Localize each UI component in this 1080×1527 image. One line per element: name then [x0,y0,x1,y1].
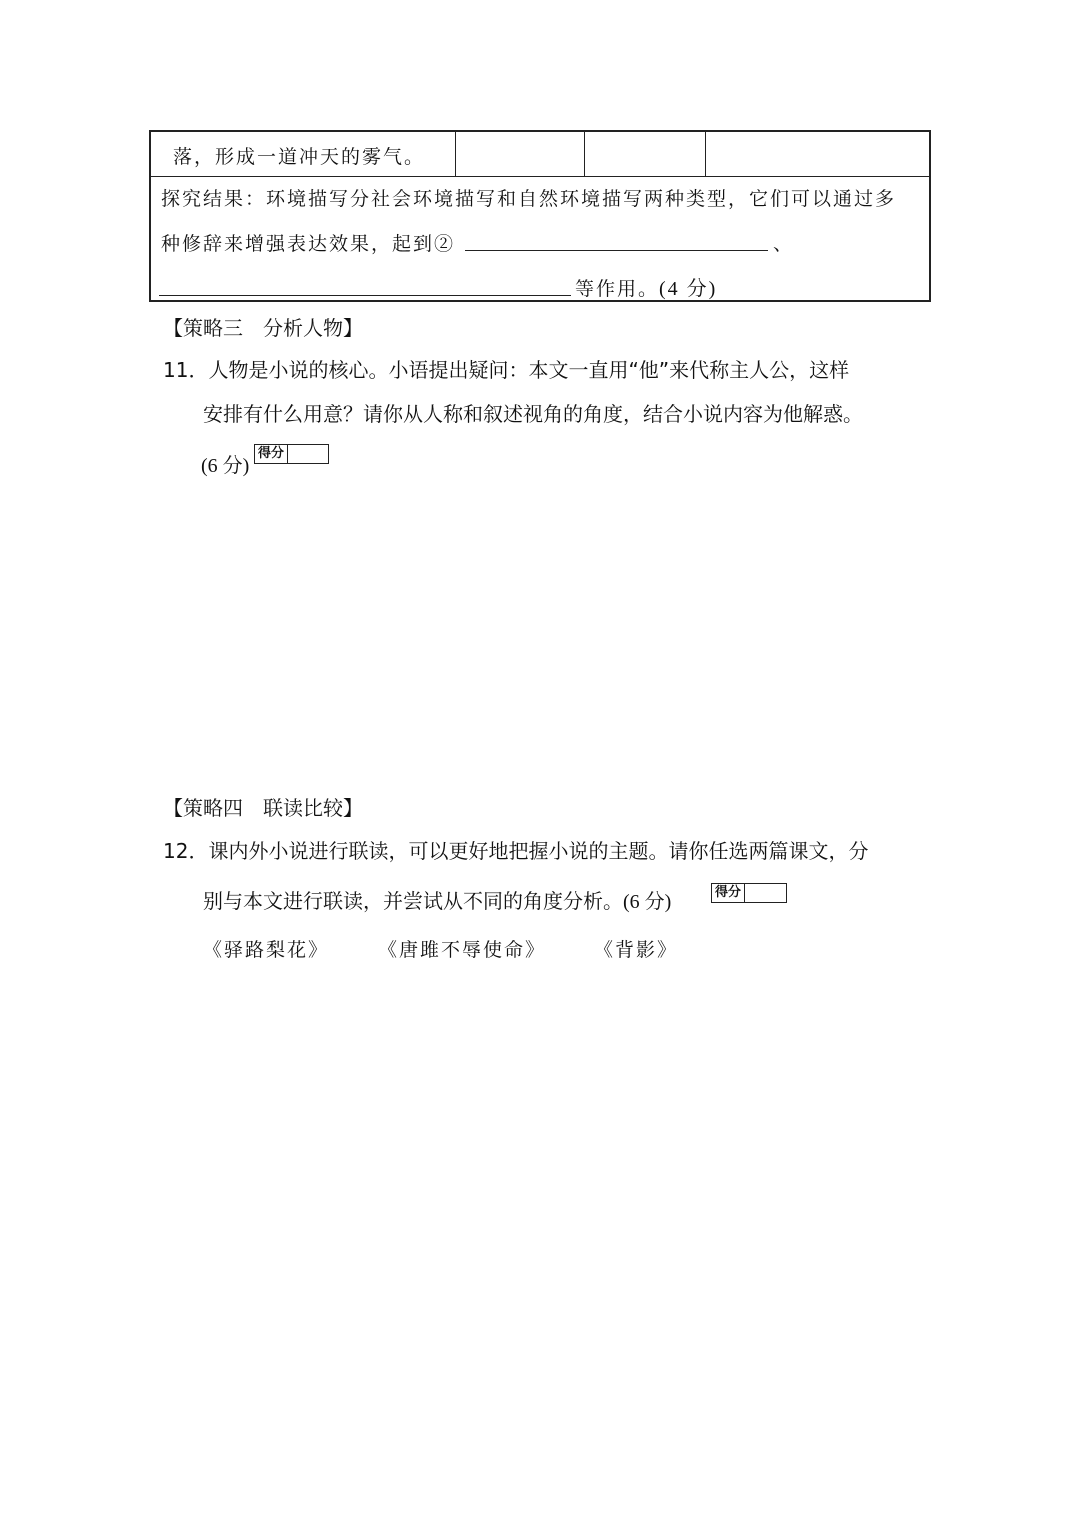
q12-score-label: 得分 [712,884,745,902]
q12-line-1: 12．课内外小说进行联读，可以更好地把握小说的主题。请你任选两篇课文，分 [163,839,869,863]
result-line-2-suffix: 、 [773,233,795,255]
result-line-3-suffix [575,272,717,301]
table-row-divider [151,176,929,177]
q11-line-2: 安排有什么用意？请你从人称和叙述视角的角度，结合小说内容为他解惑。 [203,402,863,426]
result-line-2-prefix: 种修辞来增强表达效果，起到② [161,233,456,255]
title-tangju-buru-shiming: 《唐雎不辱使命》 [378,939,547,961]
result-points: (4 分) [659,278,718,300]
q12-line-2 [203,885,671,914]
strategy4-heading: 【策略四 联读比较】 [163,796,363,820]
answer-blank-2[interactable] [465,250,768,251]
title-beiying: 《背影》 [594,939,679,961]
table-divider [455,132,456,176]
table-divider [584,132,585,176]
q11-points: (6 分) [201,455,250,477]
result-line-1: 探究结果：环境描写分社会环境描写和自然环境描写两种类型，它们可以通过多 [161,188,897,210]
exploration-table [149,130,931,302]
result-line-3-text: 等作用。 [575,278,660,300]
q11-line-1: 11．人物是小说的核心。小语提出疑问：本文一直用“他”来代称主人公，这样 [163,358,850,382]
table-row1-text: 落，形成一道冲天的雾气。 [173,146,426,168]
strategy3-heading: 【策略三 分析人物】 [163,316,363,340]
table-divider [705,132,706,176]
title-yilu-lihua: 《驿路梨花》 [203,939,330,961]
q11-score-label: 得分 [255,445,288,463]
q12-points: (6 分) [623,891,672,913]
answer-blank-3[interactable] [159,295,571,296]
q12-line-2-text: 别与本文进行联读，并尝试从不同的角度分析。 [203,889,623,913]
q11-score-box[interactable] [254,444,329,464]
q12-score-box[interactable] [711,883,787,903]
